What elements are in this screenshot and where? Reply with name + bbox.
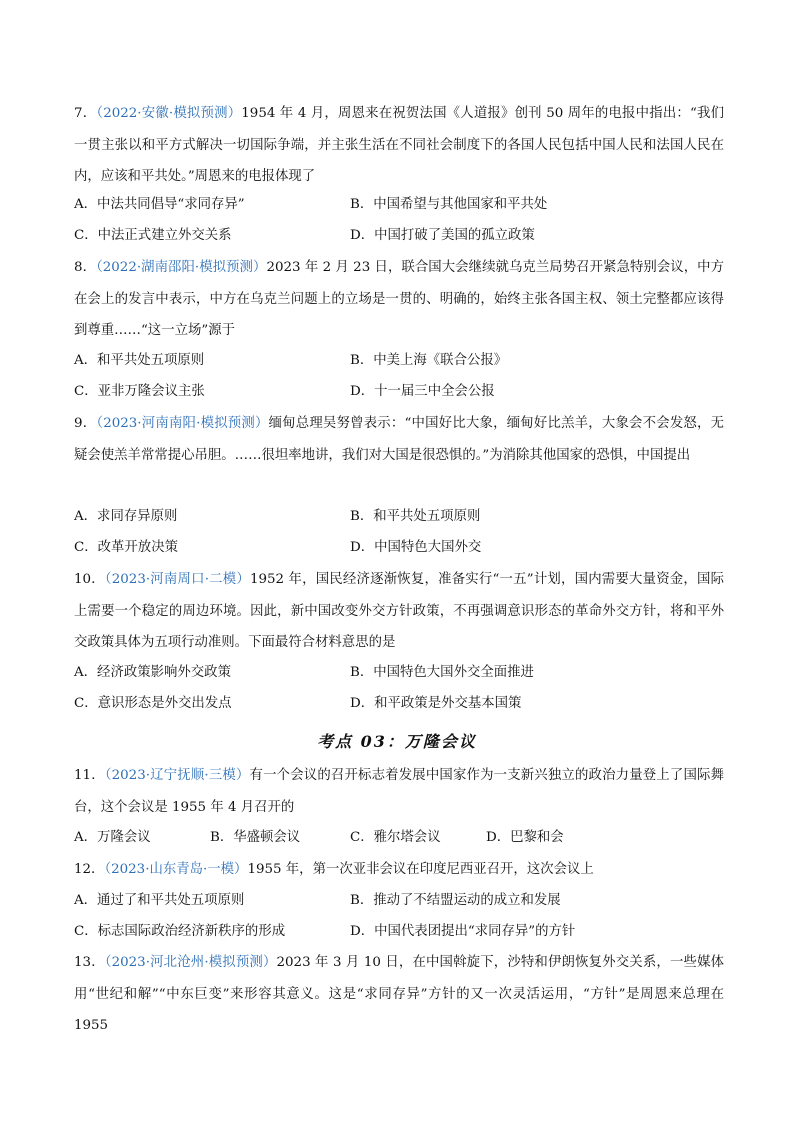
option-d[interactable]: D．中国代表团提出“求同存异”的方针	[350, 924, 576, 939]
option-d[interactable]: D．巴黎和会	[486, 830, 564, 845]
option-d[interactable]: D．和平政策是外交基本国策	[350, 696, 522, 711]
option-b[interactable]: B．中国特色大国外交全面推进	[350, 665, 534, 680]
question-13	[74, 947, 724, 1042]
options-row	[74, 189, 724, 220]
question-7	[74, 98, 724, 193]
options-row	[74, 822, 724, 853]
question-source: （2023·山东青岛·一模）	[104, 862, 248, 877]
option-a[interactable]: A．求同存异原则	[74, 509, 178, 524]
question-stem: 有一个会议的召开标志着发展中国家作为一支新兴独立的政治力量登上了国际舞台，这个会议是 1955 年 4 月召开的	[74, 768, 725, 815]
options-row	[74, 885, 724, 916]
options-row	[74, 688, 724, 719]
question-source: （2023·河南南阳·模拟预测）	[96, 416, 269, 431]
option-c[interactable]: C．亚非万隆会议主张	[74, 384, 205, 399]
option-b[interactable]: B．和平共处五项原则	[350, 509, 481, 524]
option-b[interactable]: B．华盛顿会议	[210, 830, 301, 845]
question-source: （2023·河南周口·二模）	[104, 572, 250, 587]
option-b[interactable]: B．中美上海《联合公报》	[350, 353, 508, 368]
question-number: 11．	[74, 768, 105, 783]
question-number: 10．	[74, 572, 105, 587]
option-d[interactable]: D．十一届三中全会公报	[350, 384, 495, 399]
option-b[interactable]: B．中国希望与其他国家和平共处	[350, 197, 548, 212]
option-d[interactable]: D．中国打破了美国的孤立政策	[350, 228, 535, 243]
question-stem: 2023 年 2 月 23 日，联合国大会继续就乌克兰局势召开紧急特别会议，中方在会上的发言中表示，中方在乌克兰问题上的立场是一贯的、明确的，始终主张各国主权、领土完整都应该得到尊重……“这一立场”源于	[74, 260, 724, 338]
options-row	[74, 376, 724, 407]
question-source: （2023·河北沧州·模拟预测）	[104, 955, 277, 970]
option-c[interactable]: C．标志国际政治经济新秩序的形成	[74, 924, 286, 939]
option-b[interactable]: B．推动了不结盟运动的成立和发展	[350, 893, 561, 908]
question-number: 8．	[74, 260, 97, 275]
question-12	[74, 854, 724, 886]
question-8	[74, 252, 724, 347]
option-a[interactable]: A．万隆会议	[74, 830, 151, 845]
question-stem: 1954 年 4 月，周恩来在祝贺法国《人道报》创刊 50 周年的电报中指出：“我们一贯主张以和平方式解决一切国际争端，并主张生活在不同社会制度下的各国人民包括中国人民和法国人民在内，应该和平共处。”周恩来的电报体现了	[74, 106, 725, 184]
question-stem: 1955 年，第一次亚非会议在印度尼西亚召开，这次会议上	[247, 862, 594, 877]
question-10	[74, 564, 724, 659]
option-d[interactable]: D．中国特色大国外交	[350, 540, 482, 555]
question-source: （2023·辽宁抚顺·三模）	[104, 768, 250, 783]
question-stem: 缅甸总理吴努曾表示：“中国好比大象，缅甸好比羔羊，大象会不会发怒，无疑会使羔羊常常提心吊胆。……很坦率地讲，我们对大国是很恐惧的。”为消除其他国家的恐惧，中国提出	[74, 416, 724, 463]
question-9	[74, 408, 724, 471]
option-c[interactable]: C．中法正式建立外交关系	[74, 228, 232, 243]
options-row	[74, 916, 724, 947]
question-source: （2022·湖南邵阳·模拟预测）	[96, 260, 267, 275]
question-stem: 1952 年，国民经济逐渐恢复，准备实行“一五”计划，国内需要大量资金，国际上需要一个稳定的周边环境。因此，新中国改变外交方针政策，不再强调意识形态的革命外交方针，将和平外交政策具体为五项行动准则。下面最符合材料意思的是	[74, 572, 724, 650]
option-a[interactable]: A．经济政策影响外交政策	[74, 665, 231, 680]
option-c[interactable]: C．雅尔塔会议	[350, 830, 441, 845]
section-heading: 考点 03：万隆会议	[317, 732, 477, 751]
question-number: 7．	[74, 106, 97, 121]
option-c[interactable]: C．改革开放决策	[74, 540, 178, 555]
question-source: （2022·安徽·模拟预测）	[96, 106, 242, 121]
option-c[interactable]: C．意识形态是外交出发点	[74, 696, 232, 711]
option-a[interactable]: A．中法共同倡导“求同存异”	[74, 197, 245, 212]
options-row	[74, 657, 724, 688]
options-row	[74, 532, 724, 563]
question-number: 13．	[74, 955, 105, 970]
question-11	[74, 760, 724, 823]
question-stem: 2023 年 3 月 10 日，在中国斡旋下，沙特和伊朗恢复外交关系，一些媒体用“世纪和解”“中东巨变”来形容其意义。这是“求同存异”方针的又一次灵活运用，“方针”是周恩来总理在 1955	[74, 955, 725, 1033]
options-row	[74, 220, 724, 251]
options-row	[74, 501, 724, 532]
options-row	[74, 345, 724, 376]
question-number: 12．	[74, 862, 105, 877]
option-a[interactable]: A．通过了和平共处五项原则	[74, 893, 245, 908]
question-number: 9．	[74, 416, 97, 431]
option-a[interactable]: A．和平共处五项原则	[74, 353, 205, 368]
